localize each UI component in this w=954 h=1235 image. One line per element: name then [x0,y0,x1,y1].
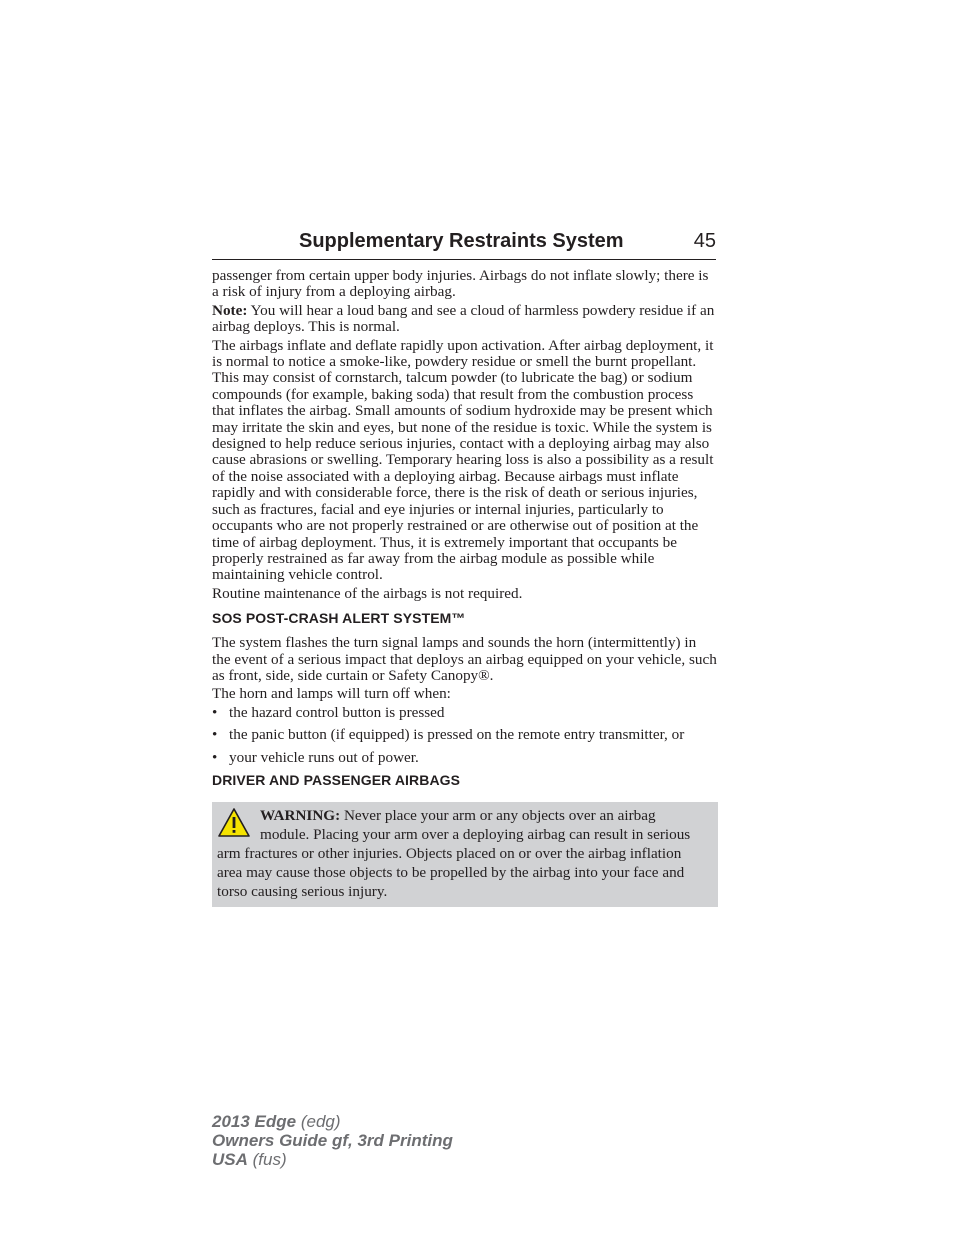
page-footer [212,1112,453,1169]
warning-label: WARNING: [260,806,341,824]
list-item-text: your vehicle runs out of power. [229,748,419,766]
list-item [212,705,718,721]
page-header [212,229,716,260]
list-item [212,750,718,766]
airbags-heading: DRIVER AND PASSENGER AIRBAGS [212,771,461,788]
note-paragraph [212,303,718,336]
sos-heading: SOS POST-CRASH ALERT SYSTEM™ [212,610,466,627]
paragraph: The horn and lamps will turn off when: [212,685,451,703]
warning-box [212,802,718,907]
paragraph: passenger from certain upper body injuries. Airbags do not inflate slowly; there is a risk of injury from a deploying airbag. [212,267,709,301]
bullet-icon: • [212,703,218,721]
note-label: Note: [212,301,248,319]
warning-triangle-icon [217,807,251,839]
page-number: 45 [693,230,716,252]
footer-line [212,1112,453,1131]
list-item [212,727,718,743]
section-title: Supplementary Restraints System [299,230,624,252]
footer-guide: Owners Guide gf, 3rd Printing [212,1131,453,1150]
note-text: You will hear a loud bang and see a cloud of harmless powdery residue if an airbag deploys. This is normal. [212,301,715,336]
bullet-icon: • [212,748,218,766]
page-body [212,268,718,907]
paragraph: The airbags inflate and deflate rapidly upon activation. After airbag deployment, it is normal to notice a smoke-like, powdery residue or smell the burnt propellant. This may consist of cornstarch, talcum powder (to lubricate the bag) or sodium compounds (for example, baking soda) that result from the combustion process that inflates the airbag. Small amounts of sodium hydroxide may be present which may irritate the skin and eyes, but none of the residue is toxic. While the system is designed to help reduce serious injuries, contact with a deploying airbag may also cause abrasions or swelling. Temporary hearing loss is also a possibility as a result of the noise associated with a deploying airbag. Because airbags must inflate rapidly and with considerable force, there is the risk of death or serious injuries, such as fractures, facial and eye injuries or internal injuries, particularly to occupants who are not properly restrained or are otherwise out of position at the time of airbag deployment. Thus, it is extremely important that occupants be properly restrained as far away from the airbag module as possible while maintaining vehicle control. [212,336,714,584]
footer-region: USA [212,1150,248,1169]
bullet-icon: • [212,726,218,744]
list-item-text: the hazard control button is pressed [229,703,445,721]
footer-model-code: (edg) [296,1112,341,1131]
bullet-list [212,705,718,766]
paragraph: Routine maintenance of the airbags is not required. [212,584,523,602]
footer-region-code: (fus) [247,1150,287,1169]
warning-text: Never place your arm or any objects over an airbag module. Placing your arm over a deploying airbag can result in serious arm fractures or other injuries. Objects placed on or over the airbag inflation area may cause those objects to be propelled by the airbag into your face and torso causing serious injury. [217,806,691,900]
footer-line [212,1150,453,1169]
paragraph: The system flashes the turn signal lamps and sounds the horn (intermittently) in the event of a serious impact that deploys an airbag equipped on your vehicle, such as front, side, side curtain or Safety Canopy®. [212,634,717,684]
footer-model: 2013 Edge [212,1112,297,1131]
footer-line [212,1131,453,1150]
list-item-text: the panic button (if equipped) is pressed on the remote entry transmitter, or [229,726,685,744]
